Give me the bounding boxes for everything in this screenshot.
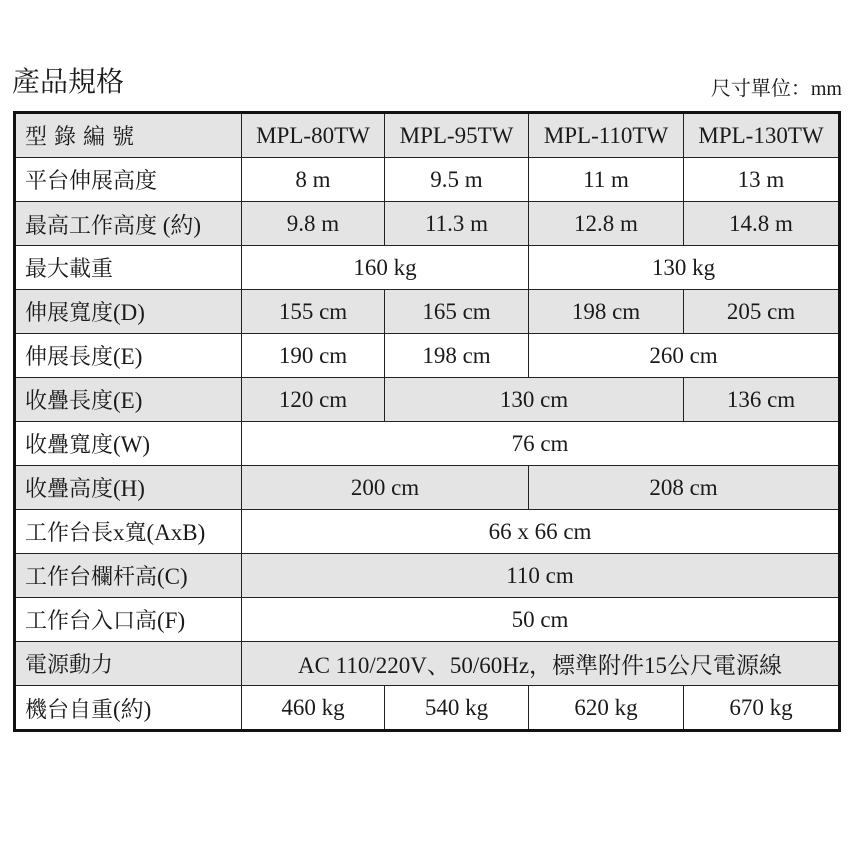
value-cell: AC 110/220V、50/60Hz，標準附件15公尺電源線 (242, 642, 840, 686)
row-label: 收疊長度(E) (15, 378, 242, 422)
row-label: 工作台欄杆高(C) (15, 554, 242, 598)
model-cell: MPL-110TW (529, 113, 684, 158)
value-cell: 200 cm (242, 466, 529, 510)
value-cell: 190 cm (242, 334, 385, 378)
model-cell: MPL-80TW (242, 113, 385, 158)
row-label: 伸展寬度(D) (15, 290, 242, 334)
value-cell: 260 cm (529, 334, 840, 378)
table-row-ext-length (15, 334, 840, 378)
value-cell: 198 cm (385, 334, 529, 378)
value-cell: 9.8 m (242, 202, 385, 246)
row-label: 機台自重(約) (15, 686, 242, 731)
value-cell: 205 cm (684, 290, 840, 334)
table-row-entry-height (15, 598, 840, 642)
value-cell: 155 cm (242, 290, 385, 334)
model-cell: MPL-130TW (684, 113, 840, 158)
value-cell: 110 cm (242, 554, 840, 598)
value-cell: 8 m (242, 158, 385, 202)
row-label: 工作台長x寬(AxB) (15, 510, 242, 554)
value-cell: 11.3 m (385, 202, 529, 246)
table-row-model (15, 113, 840, 158)
value-cell: 11 m (529, 158, 684, 202)
value-cell: 120 cm (242, 378, 385, 422)
value-cell: 50 cm (242, 598, 840, 642)
value-cell: 130 cm (385, 378, 684, 422)
row-label: 平台伸展高度 (15, 158, 242, 202)
value-cell: 13 m (684, 158, 840, 202)
table-row-rail-height (15, 554, 840, 598)
row-label: 收疊高度(H) (15, 466, 242, 510)
unit-value: mm (810, 78, 842, 100)
value-cell: 620 kg (529, 686, 684, 731)
value-cell: 165 cm (385, 290, 529, 334)
table-row-table-size (15, 510, 840, 554)
row-label: 最高工作高度 (約) (15, 202, 242, 246)
value-cell: 136 cm (684, 378, 840, 422)
table-row-max-work-height (15, 202, 840, 246)
value-cell: 12.8 m (529, 202, 684, 246)
table-row-power (15, 642, 840, 686)
row-label: 工作台入口高(F) (15, 598, 242, 642)
value-cell: 540 kg (385, 686, 529, 731)
table-row-fold-height (15, 466, 840, 510)
value-cell: 76 cm (242, 422, 840, 466)
table-row-ext-width (15, 290, 840, 334)
row-label-model: 型 錄 編 號 (15, 113, 242, 158)
table-row-platform-height (15, 158, 840, 202)
table-row-max-load (15, 246, 840, 290)
value-cell: 9.5 m (385, 158, 529, 202)
page-title: 產品規格 (12, 65, 125, 98)
table-row-fold-length (15, 378, 840, 422)
value-cell: 160 kg (242, 246, 529, 290)
row-label: 收疊寬度(W) (15, 422, 242, 466)
value-cell: 66 x 66 cm (242, 510, 840, 554)
value-cell: 130 kg (529, 246, 840, 290)
spec-table (13, 111, 841, 732)
table-row-weight (15, 686, 840, 731)
unit-note (711, 76, 842, 101)
value-cell: 198 cm (529, 290, 684, 334)
unit-label: 尺寸單位： (710, 76, 811, 100)
table-row-fold-width (15, 422, 840, 466)
value-cell: 14.8 m (684, 202, 840, 246)
row-label: 最大載重 (15, 246, 242, 290)
value-cell: 208 cm (529, 466, 840, 510)
value-cell: 460 kg (242, 686, 385, 731)
row-label: 伸展長度(E) (15, 334, 242, 378)
model-cell: MPL-95TW (385, 113, 529, 158)
value-cell: 670 kg (684, 686, 840, 731)
row-label: 電源動力 (15, 642, 242, 686)
